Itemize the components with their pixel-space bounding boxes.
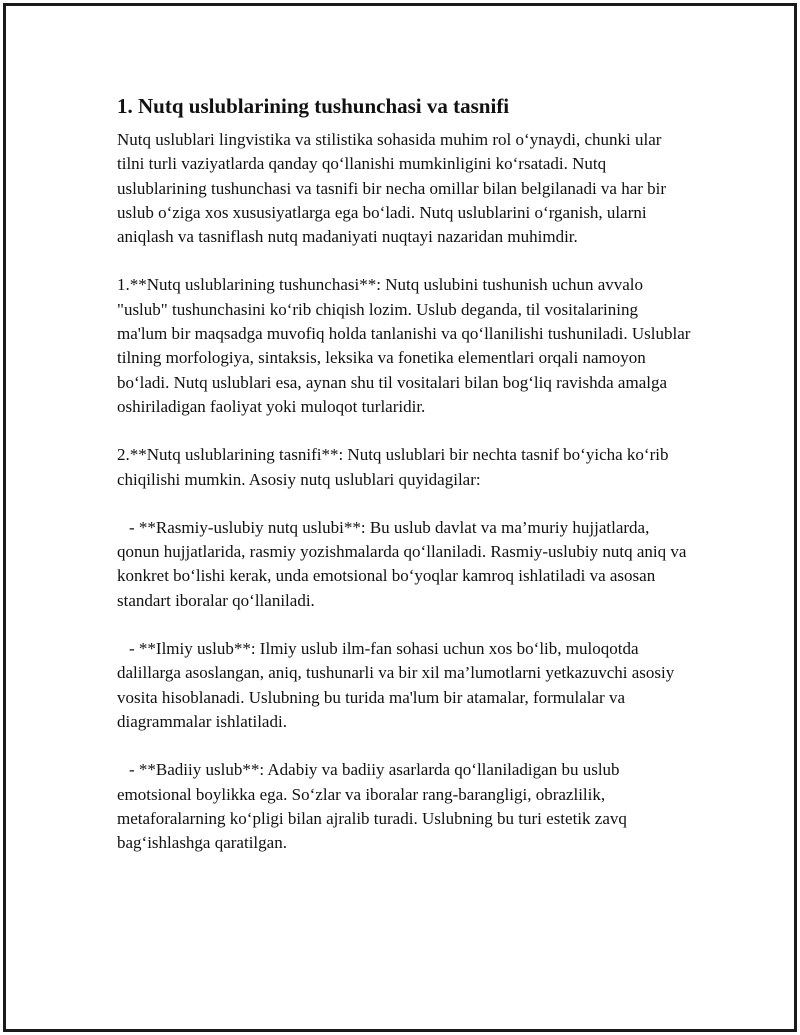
intro-paragraph: Nutq uslublari lingvistika va stilistika sohasida muhim rol o‘ynaydi, chunki ular tilni turli vaziyatlarda qanday qo‘llanishi mumkinligini ko‘rsatadi. Nutq uslublarining tushunchasi va tasnifi bir necha omillar bilan belgilanadi va har bir uslub o‘ziga xos xususiyatlarga ega bo‘ladi. Nutq uslublarini o‘rganish, ularni aniqlash va tasniflash nutq madaniyati nuqtayi nazaridan muhimdir.: [117, 130, 667, 247]
classification-paragraph: 2.**Nutq uslublarining tasnifi**: Nutq uslublari bir nechta tasnif bo‘yicha ko‘rib chiqilishi mumkin. Asosiy nutq uslublari quyidagilar:: [117, 445, 669, 489]
document-body: [117, 92, 692, 879]
document-title: 1. Nutq uslublarining tushunchasi va tasnifi: [117, 94, 510, 118]
official-style-item: - **Rasmiy-uslubiy nutq uslubi**: Bu uslub davlat va ma’muriy hujjatlarda, qonun hujjatlarida, rasmiy yozishmalarda qo‘llaniladi. Rasmiy-uslubiy nutq aniq va konkret bo‘lishi kerak, unda emotsional bo‘yoqlar kamroq ishlatiladi va asosan standart iboralar qo‘llaniladi.: [117, 517, 687, 610]
concept-paragraph: 1.**Nutq uslublarining tushunchasi**: Nutq uslubini tushunish uchun avvalo "uslub" tushunchasini ko‘rib chiqish lozim. Uslub deganda, til vositalarining ma'lum bir maqsadga muvofiq holda tanlanishi va qo‘llanilishi tushuniladi. Uslublar tilning morfologiya, sintaksis, leksika va fonetika elementlari orqali namoyon bo‘ladi. Nutq uslublari esa, aynan shu til vositalari bilan bog‘liq ravishda amalga oshiriladigan faoliyat yoki muloqot turlaridir.: [117, 275, 691, 416]
scientific-style-item: - **Ilmiy uslub**: Ilmiy uslub ilm-fan sohasi uchun xos bo‘lib, muloqotda dalillarga asoslangan, aniq, tushunarli va bir xil ma’lumotlarni yetkazuvchi asosiy vosita hisoblanadi. Uslubning bu turida ma'lum bir atamalar, formulalar va diagrammalar ishlatiladi.: [117, 639, 675, 731]
literary-style-item: - **Badiiy uslub**: Adabiy va badiiy asarlarda qo‘llaniladigan bu uslub emotsional boylikka ega. So‘zlar va iboralar rang-barangligi, obrazlilik, metaforalarning ko‘pligi bilan ajralib turadi. Uslubning bu turi estetik zavq bag‘ishlashga qaratilgan.: [117, 760, 627, 853]
